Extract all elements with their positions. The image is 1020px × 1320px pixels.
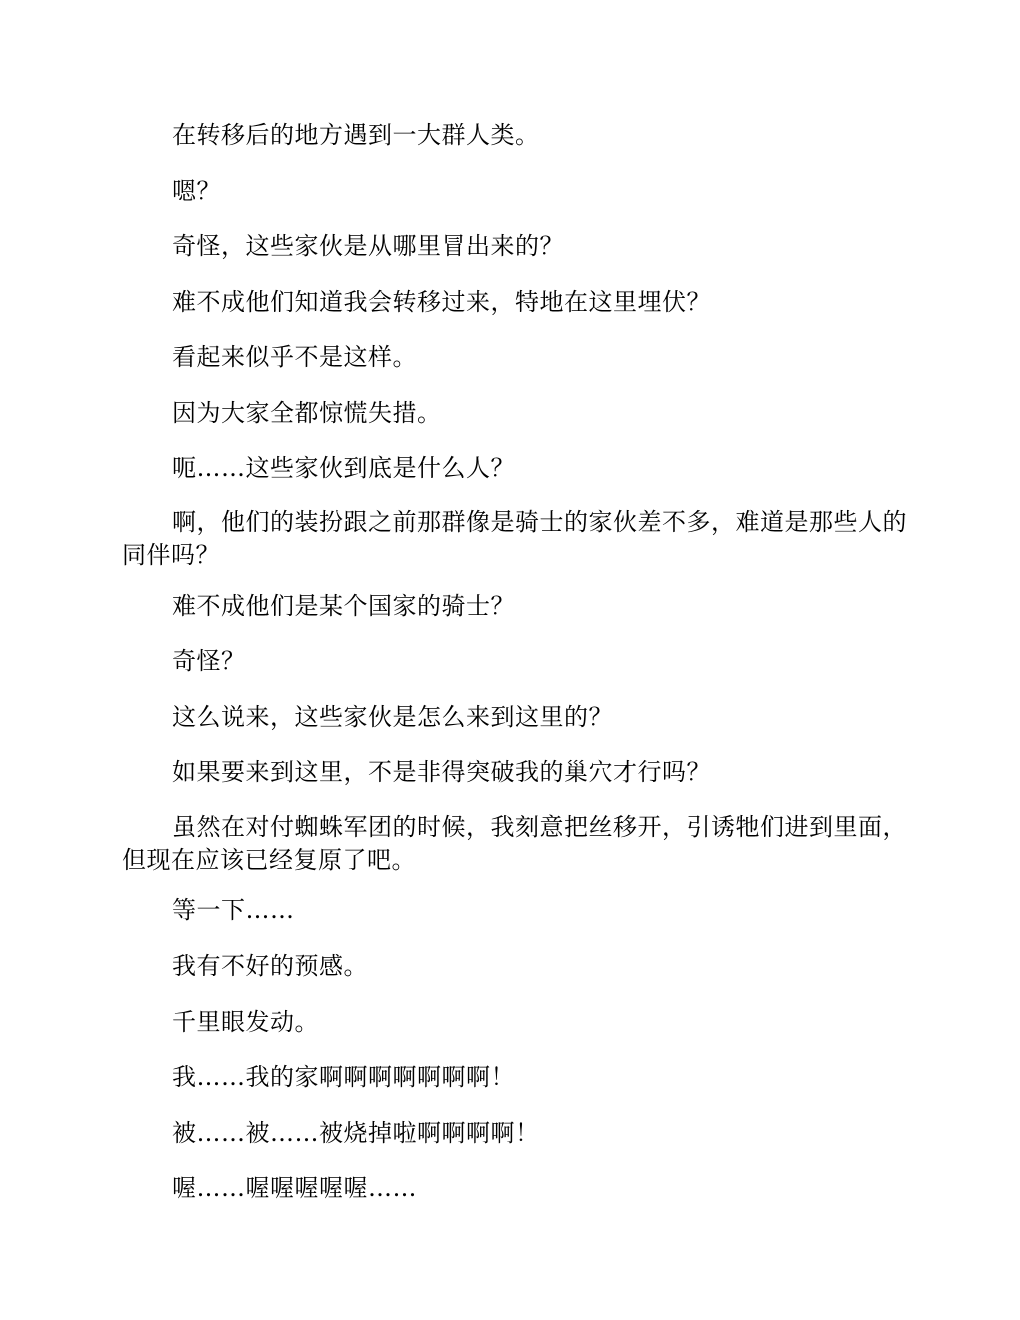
paragraph: 难不成他们知道我会转移过来，特地在这里埋伏？ [172, 288, 711, 316]
paragraph: 我有不好的预感。 [172, 952, 368, 980]
paragraph: 看起来似乎不是这样。 [172, 343, 417, 371]
paragraph: 奇怪？ [172, 647, 246, 675]
paragraph: 被……被……被烧掉啦啊啊啊啊！ [172, 1119, 540, 1147]
paragraph: 千里眼发动。 [172, 1008, 319, 1036]
paragraph: 如果要来到这里，不是非得突破我的巢穴才行吗？ [172, 758, 711, 786]
paragraph: 喔……喔喔喔喔喔…… [172, 1174, 417, 1202]
paragraph: 在转移后的地方遇到一大群人类。 [172, 121, 540, 149]
paragraph: 这么说来，这些家伙是怎么来到这里的？ [172, 703, 613, 731]
paragraph: 我……我的家啊啊啊啊啊啊啊！ [172, 1063, 515, 1091]
paragraph: 嗯？ [172, 177, 221, 205]
paragraph: 奇怪，这些家伙是从哪里冒出来的？ [172, 232, 564, 260]
paragraph: 难不成他们是某个国家的骑士？ [172, 592, 515, 620]
paragraph: 等一下…… [172, 896, 295, 924]
paragraph: 因为大家全都惊慌失措。 [172, 399, 442, 427]
paragraph: 啊，他们的装扮跟之前那群像是骑士的家伙差不多，难道是那些人的同伴吗？ [122, 508, 907, 569]
paragraph: 虽然在对付蜘蛛军团的时候，我刻意把丝移开，引诱牠们进到里面，但现在应该已经复原了吧。 [122, 813, 907, 874]
paragraph: 呃……这些家伙到底是什么人？ [172, 454, 515, 482]
